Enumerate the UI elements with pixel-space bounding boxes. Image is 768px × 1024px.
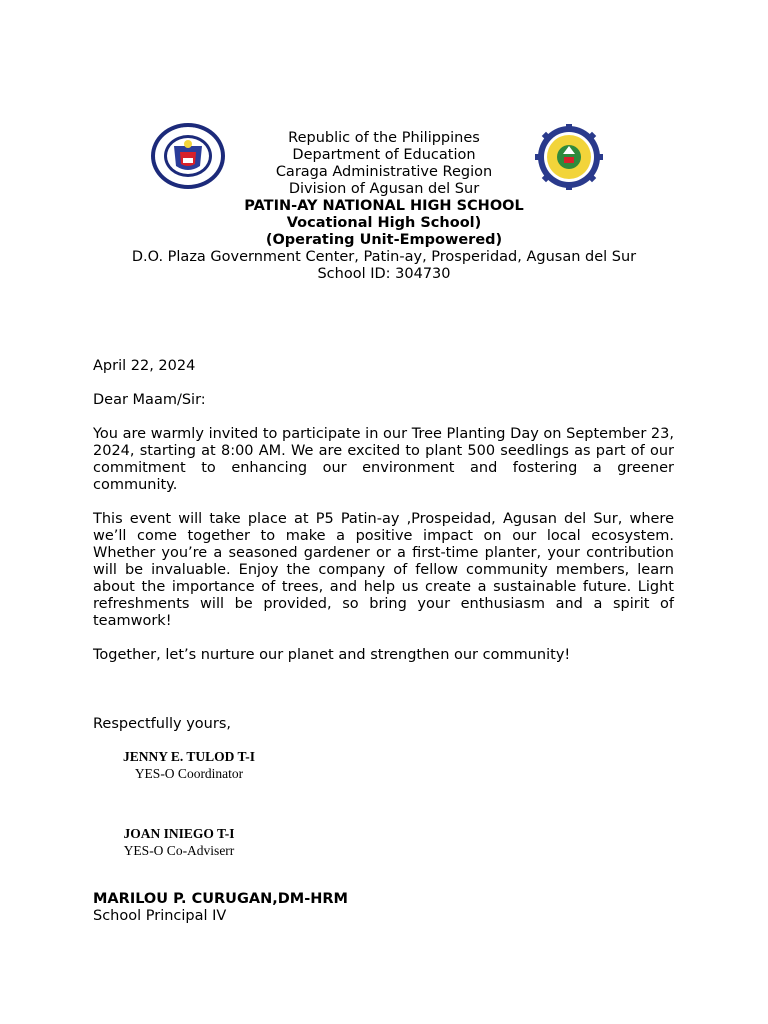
header-line-republic: Republic of the Philippines bbox=[288, 130, 480, 146]
header-line-department: Department of Education bbox=[292, 147, 476, 163]
header-line-division: Division of Agusan del Sur bbox=[288, 181, 480, 197]
letter-salutation: Dear Maam/Sir: bbox=[93, 392, 206, 408]
signatory-1-name: JENNY E. TULOD T-I bbox=[122, 749, 256, 764]
signatory-1 bbox=[99, 748, 279, 782]
signatory-2 bbox=[104, 825, 254, 859]
signatory-3-name: MARILOU P. CURUGAN,DM-HRM bbox=[93, 891, 348, 907]
school-address: D.O. Plaza Government Center, Patin-ay, Prosperidad, Agusan del Sur bbox=[131, 249, 637, 265]
letter-paragraph-2: This event will take place at P5 Patin-ay ,Prospeidad, Agusan del Sur, where we’ll come together to make a positive impact on our local ecosystem. Whether you’re a seasoned gardener or a first-time planter, your contribution will be invaluable. Enjoy the company of fellow community members, learn about the importance of trees, and help us create a sustainable future. Light refreshments will be provided, so bring your enthusiasm and a spirit of teamwork! bbox=[93, 511, 674, 629]
letter-paragraph-3: Together, let’s nurture our planet and strengthen our community! bbox=[93, 647, 571, 663]
signatory-1-title: YES-O Coordinator bbox=[134, 766, 244, 781]
signatory-3-title: School Principal IV bbox=[93, 908, 227, 924]
signatory-3 bbox=[93, 891, 348, 925]
letter-closing: Respectfully yours, bbox=[93, 716, 231, 732]
school-type: Vocational High School) bbox=[286, 215, 482, 231]
school-status: (Operating Unit-Empowered) bbox=[265, 232, 503, 248]
signatory-2-name: JOAN INIEGO T-I bbox=[123, 826, 235, 841]
school-name: PATIN-AY NATIONAL HIGH SCHOOL bbox=[244, 198, 524, 214]
letterhead bbox=[0, 130, 768, 283]
signatory-2-title: YES-O Co-Adviserr bbox=[123, 843, 235, 858]
letter-date: April 22, 2024 bbox=[93, 358, 196, 374]
school-id: School ID: 304730 bbox=[317, 266, 451, 282]
header-line-region: Caraga Administrative Region bbox=[275, 164, 493, 180]
letter-paragraph-1: You are warmly invited to participate in our Tree Planting Day on September 23, 2024, starting at 8:00 AM. We are excited to plant 500 seedlings as part of our commitment to enhancing our environment and fostering a greener community. bbox=[93, 426, 674, 493]
